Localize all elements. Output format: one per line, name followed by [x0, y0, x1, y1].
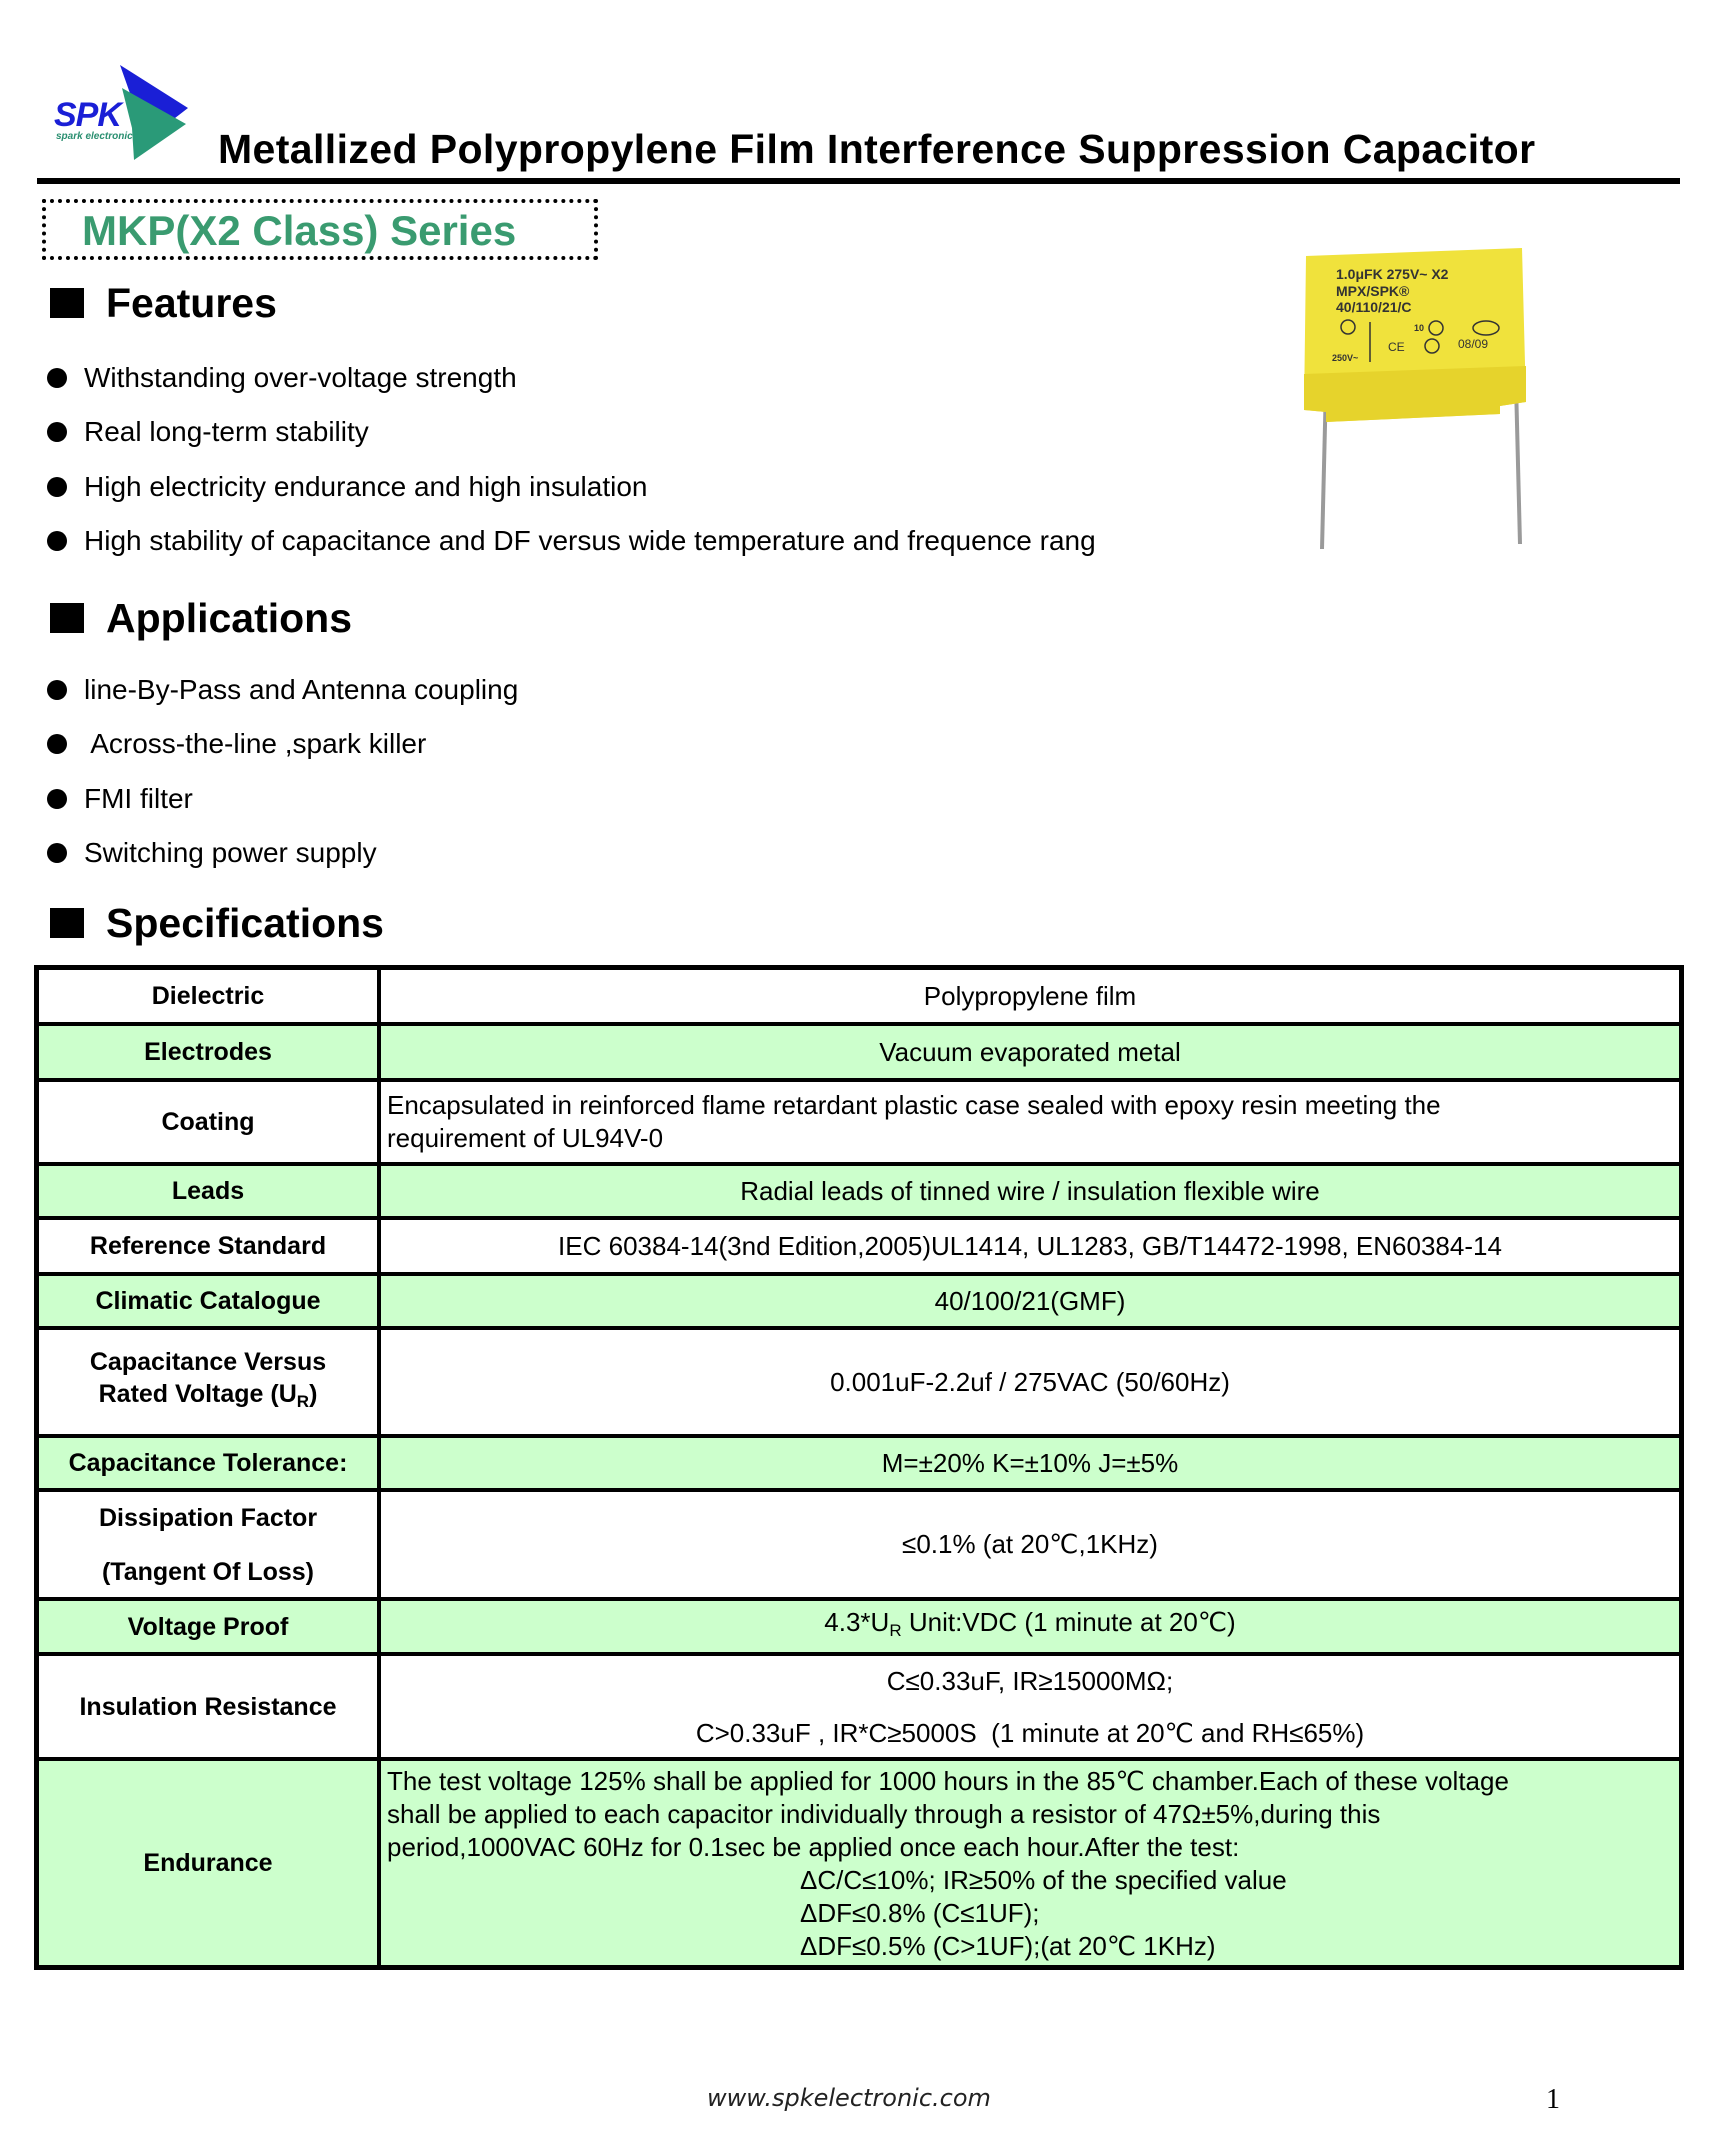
spec-value-line: ΔC/C≤10%; IR≥50% of the specified value [800, 1865, 1287, 1895]
spec-label-line [99, 1378, 318, 1418]
section-square-icon [50, 288, 84, 318]
spec-value-line: requirement of UL94V-0 [387, 1123, 664, 1153]
spec-label: Reference Standard [39, 1220, 381, 1272]
features-heading [50, 280, 277, 326]
bullet-icon [47, 368, 67, 388]
label-part: ) [309, 1380, 318, 1408]
spec-value: IEC 60384-14(3nd Edition,2005)UL1414, UL1283, GB/T14472-1998, EN60384-14 [558, 1230, 1502, 1261]
series-title: MKP(X2 Class) Series [82, 207, 517, 254]
spec-value-line: period,1000VAC 60Hz for 0.1sec be applied once each hour.After the test: [387, 1832, 1240, 1862]
spec-value: 40/100/21(GMF) [934, 1285, 1126, 1316]
applications-heading [50, 595, 353, 641]
feature-item [47, 470, 647, 504]
spec-value [381, 1601, 1679, 1652]
spec-label-line: Dissipation Factor [98, 1503, 318, 1532]
spec-row-reference-standard [39, 1216, 1679, 1272]
spec-value [381, 1761, 1679, 1965]
svg-text:CE: CE [1388, 340, 1405, 354]
cap-marking-6: 08/09 [1458, 337, 1489, 351]
spec-value [381, 1656, 1679, 1757]
spec-label: Leads [39, 1166, 381, 1216]
spec-value-line: ΔDF≤0.5% (C>1UF);(at 20℃ 1KHz) [800, 1931, 1216, 1961]
document-title: Metallized Polypropylene Film Interference Suppression Capacitor [218, 126, 1536, 172]
feature-text: High electricity endurance and high insulation [84, 471, 648, 502]
specifications-heading-text: Specifications [106, 900, 384, 946]
bullet-icon [47, 734, 67, 754]
spec-row-endurance [39, 1757, 1679, 1965]
spec-value-line: C>0.33uF , IR*C≥5000S (1 minute at 20℃ and RH≤65%) [695, 1717, 1365, 1748]
features-heading-text: Features [106, 280, 277, 326]
logo-brand: SPK [54, 96, 121, 134]
logo-tagline: spark electronic [56, 131, 133, 142]
application-item [47, 782, 193, 816]
spec-label [39, 1492, 381, 1597]
specifications-table [34, 965, 1684, 1970]
spec-value: M=±20% K=±10% J=±5% [881, 1447, 1179, 1478]
spec-value-line: ΔDF≤0.8% (C≤1UF); [800, 1898, 1040, 1928]
spec-row-coating [39, 1078, 1679, 1162]
bullet-icon [47, 843, 67, 863]
spec-label: Voltage Proof [39, 1601, 381, 1652]
application-item [47, 673, 518, 707]
label-part: Rated Voltage (U [98, 1380, 297, 1408]
feature-item [47, 361, 517, 395]
title-rule [37, 178, 1680, 184]
spec-row-climatic-catalogue [39, 1272, 1679, 1326]
spec-value-line: The test voltage 125% shall be applied for 1000 hours in the 85℃ chamber.Each of these voltage [387, 1766, 1509, 1796]
application-item [47, 836, 377, 870]
feature-text: Withstanding over-voltage strength [84, 362, 517, 393]
value-part: Unit:VDC (1 minute at 20℃) [901, 1607, 1236, 1637]
series-box [42, 199, 598, 260]
spec-label-line: (Tangent Of Loss) [101, 1557, 315, 1586]
spec-value: Vacuum evaporated metal [879, 1036, 1181, 1067]
spec-value: Polypropylene film [923, 980, 1137, 1011]
spec-label: Coating [39, 1082, 381, 1162]
specifications-heading [50, 900, 384, 946]
spec-value: 0.001uF-2.2uf / 275VAC (50/60Hz) [830, 1366, 1230, 1397]
capacitor-icon [1296, 244, 1536, 554]
application-text: Across-the-line ,spark killer [84, 728, 427, 759]
spec-label: Endurance [39, 1761, 381, 1965]
spec-value-line: Encapsulated in reinforced flame retardant plastic case sealed with epoxy resin meeting the [387, 1090, 1441, 1120]
capacitor-photo [1296, 244, 1536, 554]
feature-text: High stability of capacitance and DF versus wide temperature and frequence rang [84, 525, 1096, 556]
application-text: Switching power supply [84, 837, 377, 868]
bullet-icon [47, 789, 67, 809]
spec-value: Radial leads of tinned wire / insulation flexible wire [740, 1175, 1320, 1206]
spec-row-dissipation-factor [39, 1488, 1679, 1597]
spec-row-capacitance-vs-voltage [39, 1326, 1679, 1434]
spec-value-line: C≤0.33uF, IR≥15000MΩ; [886, 1665, 1174, 1696]
spec-row-electrodes [39, 1022, 1679, 1078]
feature-item [47, 415, 369, 449]
subscript-r: R [889, 1621, 902, 1640]
feature-item [47, 524, 1269, 558]
spec-label [39, 1330, 381, 1434]
value-part: 4.3*U [824, 1607, 890, 1637]
spec-label-line: Capacitance Versus [89, 1348, 327, 1376]
page-number: 1 [1546, 2084, 1560, 2115]
spec-value-line: shall be applied to each capacitor individually through a resistor of 47Ω±5%,during this [387, 1799, 1381, 1829]
cap-marking-4: 250V~ [1332, 353, 1359, 363]
section-square-icon [50, 603, 84, 633]
spec-row-leads [39, 1162, 1679, 1216]
bullet-icon [47, 477, 67, 497]
bullet-icon [47, 680, 67, 700]
spec-label: Insulation Resistance [39, 1656, 381, 1757]
application-text: line-By-Pass and Antenna coupling [84, 674, 519, 705]
spec-value [381, 1082, 1679, 1162]
spec-label: Climatic Catalogue [39, 1276, 381, 1326]
application-item [47, 727, 426, 761]
spec-label: Capacitance Tolerance: [39, 1438, 381, 1488]
section-square-icon [50, 908, 84, 938]
bullet-icon [47, 531, 67, 551]
spec-row-voltage-proof [39, 1597, 1679, 1652]
spec-label: Electrodes [39, 1026, 381, 1078]
cap-marking-1: 1.0μFK 275V~ X2 [1336, 266, 1449, 282]
application-text: FMI filter [84, 783, 193, 814]
spk-logo [40, 58, 200, 168]
cap-marking-2: MPX/SPK® [1336, 283, 1410, 299]
cap-marking-5: 10 [1414, 323, 1425, 333]
applications-heading-text: Applications [106, 595, 353, 641]
spec-row-capacitance-tolerance [39, 1434, 1679, 1488]
feature-text: Real long-term stability [84, 416, 369, 447]
cap-marking-3: 40/110/21/C [1336, 299, 1412, 315]
spec-row-dielectric [39, 970, 1679, 1022]
subscript-r: R [296, 1392, 310, 1411]
spec-label: Dielectric [39, 970, 381, 1022]
spec-row-insulation-resistance [39, 1652, 1679, 1757]
footer-website-link[interactable]: www.spkelectronic.com [707, 2084, 991, 2112]
spec-value: ≤0.1% (at 20℃,1KHz) [902, 1529, 1158, 1559]
bullet-icon [47, 422, 67, 442]
